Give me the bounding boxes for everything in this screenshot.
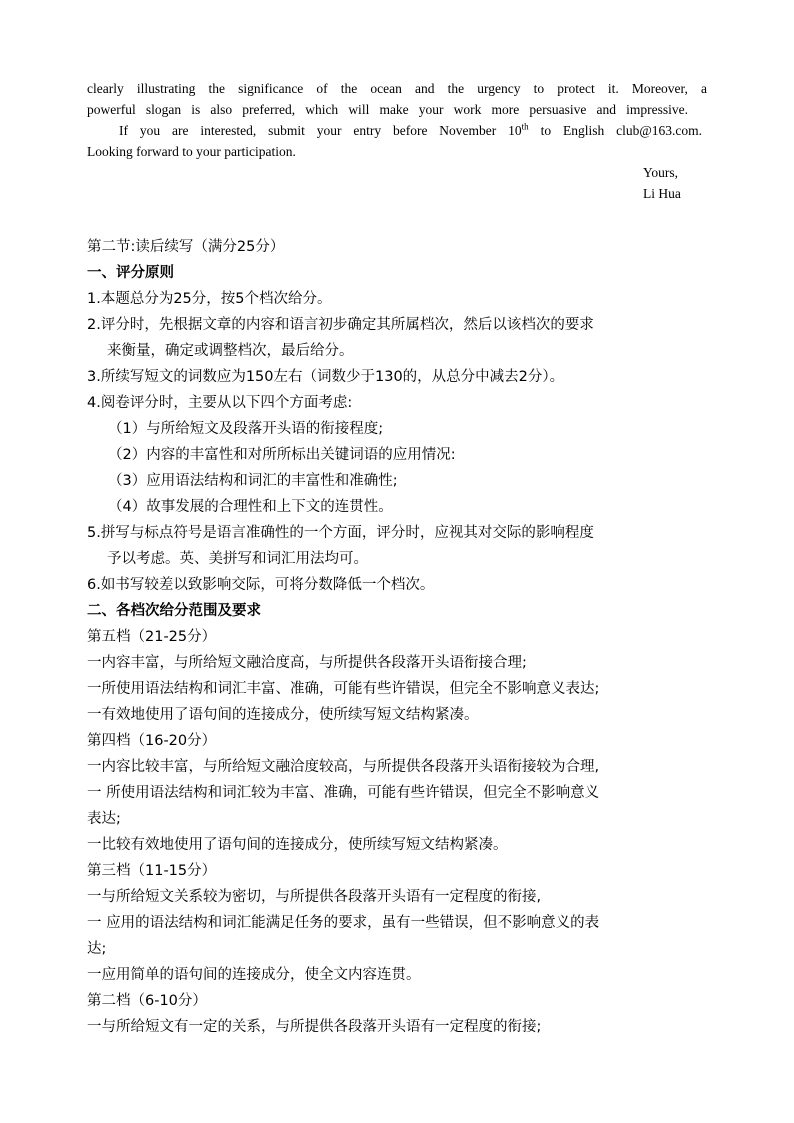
grade-5-title: 第五档（21-25分） xyxy=(87,629,217,645)
grade-4-item-3: 一比较有效地使用了语句间的连接成分，使所续写短文结构紧凑。 xyxy=(87,837,508,853)
principle-5-line-2: 予以考虑。英、美拼写和词汇用法均可。 xyxy=(107,551,368,567)
grade-5-item-2: 一所使用语法结构和词汇丰富、准确，可能有些许错误，但完全不影响意义表达; xyxy=(87,681,600,697)
principle-3: 3.所续写短文的词数应为150左右（词数少于130的，从总分中减去2分）。 xyxy=(87,369,565,385)
principle-1: 1.本题总分为25分，按5个档次给分。 xyxy=(87,291,332,307)
grade-3-item-2-line-1: 一 应用的语法结构和词汇能满足任务的要求，虽有一些错误，但不影响意义的表 xyxy=(87,915,600,931)
letter-signature: Li Hua xyxy=(643,186,681,201)
grade-3-item-2-line-2: 达; xyxy=(87,941,107,957)
principle-2-line-1: 2.评分时，先根据文章的内容和语言初步确定其所属档次，然后以该档次的要求 xyxy=(87,317,594,333)
section-title: 第二节:读后续写（满分25分） xyxy=(87,239,285,255)
letter-closing: Yours, xyxy=(643,165,679,180)
letter-line-2: powerful slogan is also preferred, which will make your work more persuasive and impressive. xyxy=(87,102,688,117)
letter-line-3-email: to English club@163.com. xyxy=(528,123,702,138)
principle-4-item-3: （3）应用语法结构和词汇的丰富性和准确性; xyxy=(108,473,398,489)
letter-line-3 xyxy=(119,120,702,141)
principle-6: 6.如书写较差以致影响交际，可将分数降低一个档次。 xyxy=(87,577,435,593)
grade-3-title: 第三档（11-15分） xyxy=(87,863,217,879)
principle-4-item-2: （2）内容的丰富性和对所所标出关键词语的应用情况: xyxy=(108,447,456,463)
grade-4-item-2-line-2: 表达; xyxy=(87,811,121,827)
principle-5-line-1: 5.拼写与标点符号是语言准确性的一个方面，评分时，应视其对交际的影响程度 xyxy=(87,525,594,541)
principle-4-item-1: （1）与所给短文及段落开头语的衔接程度; xyxy=(108,421,384,437)
grade-4-title: 第四档（16-20分） xyxy=(87,733,217,749)
grade-3-item-1: 一与所给短文关系较为密切，与所提供各段落开头语有一定程度的衔接, xyxy=(87,889,542,905)
letter-ordinal-suffix: th xyxy=(521,121,529,132)
grade-2-item-1: 一与所给短文有一定的关系，与所提供各段落开头语有一定程度的衔接; xyxy=(87,1019,542,1035)
principle-2-line-2: 来衡量，确定或调整档次，最后给分。 xyxy=(107,343,354,359)
heading-grades: 二、各档次给分范围及要求 xyxy=(87,603,261,619)
grade-4-item-1: 一内容比较丰富，与所给短文融洽度较高，与所提供各段落开头语衔接较为合理, xyxy=(87,759,600,775)
letter-line-3-main: If you are interested, submit your entry before November 10 xyxy=(119,123,522,138)
principle-4-item-4: （4）故事发展的合理性和上下文的连贯性。 xyxy=(108,499,393,515)
letter-line-1: clearly illustrating the significance of the ocean and the urgency to protect it. Moreover, a xyxy=(87,81,707,96)
principle-4: 4.阅卷评分时，主要从以下四个方面考虑: xyxy=(87,395,353,411)
grade-5-item-3: 一有效地使用了语句间的连接成分，使所续写短文结构紧凑。 xyxy=(87,707,479,723)
grade-5-item-1: 一内容丰富，与所给短文融洽度高，与所提供各段落开头语衔接合理; xyxy=(87,655,527,671)
grade-4-item-2-line-1: 一 所使用语法结构和词汇较为丰富、准确，可能有些许错误，但完全不影响意义 xyxy=(87,785,600,801)
grade-2-title: 第二档（6-10分） xyxy=(87,993,207,1009)
grade-3-item-3: 一应用简单的语句间的连接成分，使全文内容连贯。 xyxy=(87,967,421,983)
letter-line-4: Looking forward to your participation. xyxy=(87,144,296,159)
heading-principles: 一、评分原则 xyxy=(87,265,174,281)
